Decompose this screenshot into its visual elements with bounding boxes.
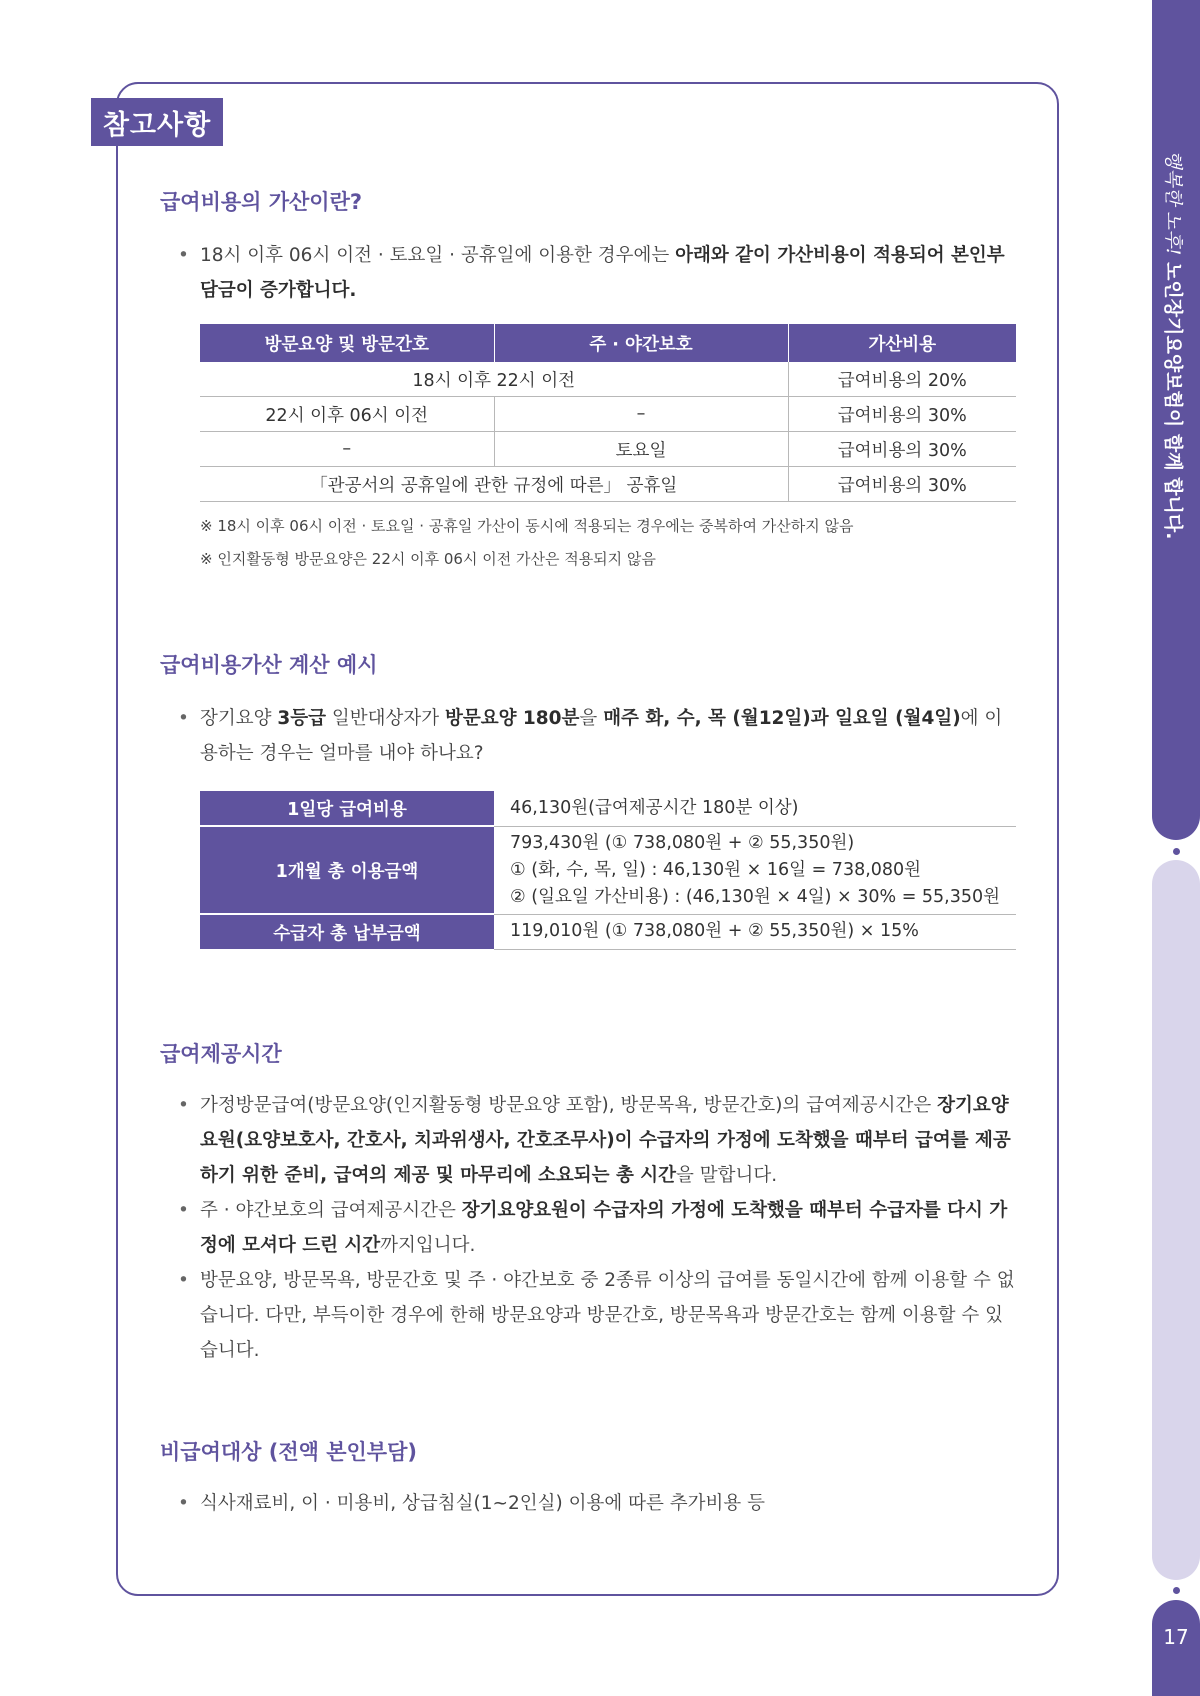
bullet-item: • 방문요양, 방문목욕, 방문간호 및 주 · 야간보호 중 2종류 이상의 급여를 동일시간에 함께 이용할 수 없습니다. 다만, 부득이한 경우에 한해 방문요양과 방문간호, 방문목욕과 방문간호는 함께 이용할 수 있습니다. [160, 1263, 1016, 1368]
tagline-text: 노인장기요양보험이 함께 합니다. [1162, 262, 1184, 540]
section-surcharge [160, 186, 1016, 576]
row-label: 1개월 총 이용금액 [200, 826, 494, 914]
bullet-item: • 주 · 야간보호의 급여제공시간은 장기요양요원이 수급자의 가정에 도착했을 때부터 수급자를 다시 가정에 모셔다 드린 시간까지입니다. [160, 1193, 1016, 1263]
table-cell: 급여비용의 30% [788, 432, 1016, 467]
table-row [200, 791, 1016, 826]
table-row [200, 914, 1016, 949]
table-row [200, 826, 1016, 914]
row-label: 수급자 총 납부금액 [200, 914, 494, 949]
page-number: 17 [1163, 1625, 1189, 1649]
bullet-item: • 식사재료비, 이 · 미용비, 상급침실(1~2인실) 이용에 따른 추가비용 등 [160, 1486, 1016, 1521]
bullet-item: • 18시 이후 06시 이전 · 토요일 · 공휴일에 이용한 경우에는 아래와 같이 가산비용이 적용되어 본인부담금이 증가합니다. [160, 238, 1016, 308]
table-cell: – [200, 432, 494, 467]
calculation-table [200, 791, 1016, 950]
table-row [200, 467, 1016, 502]
side-tab-light [1152, 860, 1200, 1580]
table-cell: 급여비용의 30% [788, 397, 1016, 432]
row-label: 1일당 급여비용 [200, 791, 494, 826]
section-title: 급여제공시간 [160, 1042, 282, 1066]
surcharge-table [200, 324, 1016, 502]
calc-line: ② (일요일 가산비용) : (46,130원 × 4일) × 30% = 55,350원 [510, 886, 1001, 907]
table-cell: 급여비용의 20% [788, 362, 1016, 397]
separator-dot [1173, 1587, 1180, 1594]
table-header: 주 · 야간보호 [494, 324, 788, 362]
section-calculation-example [160, 649, 1016, 950]
table-cell [494, 826, 1016, 914]
calc-line: ① (화, 수, 목, 일) : 46,130원 × 16일 = 738,080원 [510, 859, 922, 880]
section-non-covered [160, 1436, 1016, 1521]
table-cell: 22시 이후 06시 이전 [200, 397, 494, 432]
table-cell: 토요일 [494, 432, 788, 467]
section-service-time [160, 1038, 1016, 1368]
table-cell: 46,130원(급여제공시간 180분 이상) [494, 791, 1016, 826]
table-cell: 119,010원 (① 738,080원 + ② 55,350원) × 15% [494, 914, 1016, 949]
section-title: 급여비용가산 계산 예시 [160, 653, 378, 677]
table-row [200, 397, 1016, 432]
reference-tag: 참고사항 [91, 98, 223, 146]
separator-dot [1173, 848, 1180, 855]
table-header: 방문요양 및 방문간호 [200, 324, 494, 362]
script-slogan: 행복한 노후! [1162, 150, 1184, 256]
note: ※ 인지활동형 방문요양은 22시 이후 06시 이전 가산은 적용되지 않음 [200, 550, 656, 568]
table-row [200, 432, 1016, 467]
table-header: 가산비용 [788, 324, 1016, 362]
calc-line: 793,430원 (① 738,080원 + ② 55,350원) [510, 832, 855, 853]
side-tagline [1161, 150, 1188, 539]
note: ※ 18시 이후 06시 이전 · 토요일 · 공휴일 가산이 동시에 적용되는 경우에는 중복하여 가산하지 않음 [200, 517, 854, 535]
bullet-item: • 가정방문급여(방문요양(인지활동형 방문요양 포함), 방문목욕, 방문간호)의 급여제공시간은 장기요양요원(요양보호사, 간호사, 치과위생사, 간호조무사)이 수급자의 가정에 도착했을 때부터 급여를 제공하기 위한 준비, 급여의 제공 및 마무리에 소요되는 총 시간을 말합니다. [160, 1088, 1016, 1193]
table-cell: 급여비용의 30% [788, 467, 1016, 502]
section-title: 급여비용의 가산이란? [160, 190, 363, 214]
table-header-row [200, 324, 1016, 362]
table-cell: 18시 이후 22시 이전 [200, 362, 788, 397]
table-cell: – [494, 397, 788, 432]
section-title: 비급여대상 (전액 본인부담) [160, 1440, 417, 1464]
table-row [200, 362, 1016, 397]
bullet-item: • 장기요양 3등급 일반대상자가 방문요양 180분을 매주 화, 수, 목 (월12일)과 일요일 (월4일)에 이용하는 경우는 얼마를 내야 하나요? [160, 701, 1016, 771]
notes [160, 510, 1016, 576]
table-cell: 「관공서의 공휴일에 관한 규정에 따른」 공휴일 [200, 467, 788, 502]
